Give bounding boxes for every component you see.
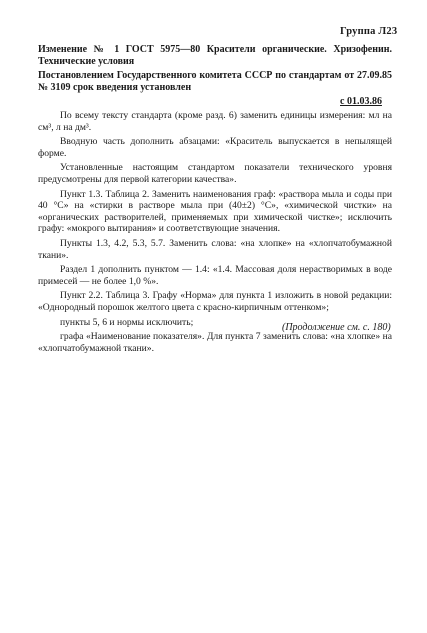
paragraph: Установленные настоящим стандартом показатели технического уровня предусмотрены для первой категории качества». — [38, 162, 392, 185]
amendment-title: Изменение № 1 ГОСТ 5975—80 Красители органические. Хризофенин. Технические условия — [38, 44, 392, 67]
paragraph: Пункт 2.2. Таблица 3. Графу «Норма» для пункта 1 изложить в новой редакции: «Однородный порошок желтого цвета с красно-кирпичным оттенком»; — [38, 290, 392, 313]
paragraph: графа «Наименование показателя». Для пункта 7 заменить слова: «на хлопке» на «хлопчатобумажной ткани». — [38, 331, 392, 354]
paragraph: Раздел 1 дополнить пунктом — 1.4: «1.4. Массовая доля нерастворимых в воде примесей — не более 1,0 %». — [38, 264, 392, 287]
paragraph: Вводную часть дополнить абзацами: «Краситель выпускается в непылящей форме. — [38, 136, 392, 159]
body-text — [38, 110, 392, 357]
effective-date: с 01.03.86 — [340, 96, 382, 107]
paragraph: По всему тексту стандарта (кроме разд. 6) заменить единицы измерения: мл на см³, л на дм³. — [38, 110, 392, 133]
group-code: Группа Л23 — [340, 26, 398, 37]
paragraph: Пункты 1.3, 4.2, 5.3, 5.7. Заменить слова: «на хлопке» на «хлопчатобумажной ткани». — [38, 237, 392, 261]
paragraph: Пункт 1.3. Таблица 2. Заменить наименования граф: «раствора мыла и соды при 40 °С» на «стирки в растворе мыла при (40±2) °С», «химической чистки» на «органических растворителей, применяемых при химической чистке»; исключить графу: «мокрого вытирания» и соответствующие значения. — [38, 188, 392, 235]
paragraph: пункты 5, 6 и нормы исключить; — [60, 316, 194, 328]
continuation-note: (Продолжение см. с. 180) — [282, 322, 391, 333]
decree-text: Постановлением Государственного комитета СССР по стандартам от 27.09.85 № 3109 срок введения установлен — [38, 70, 392, 93]
